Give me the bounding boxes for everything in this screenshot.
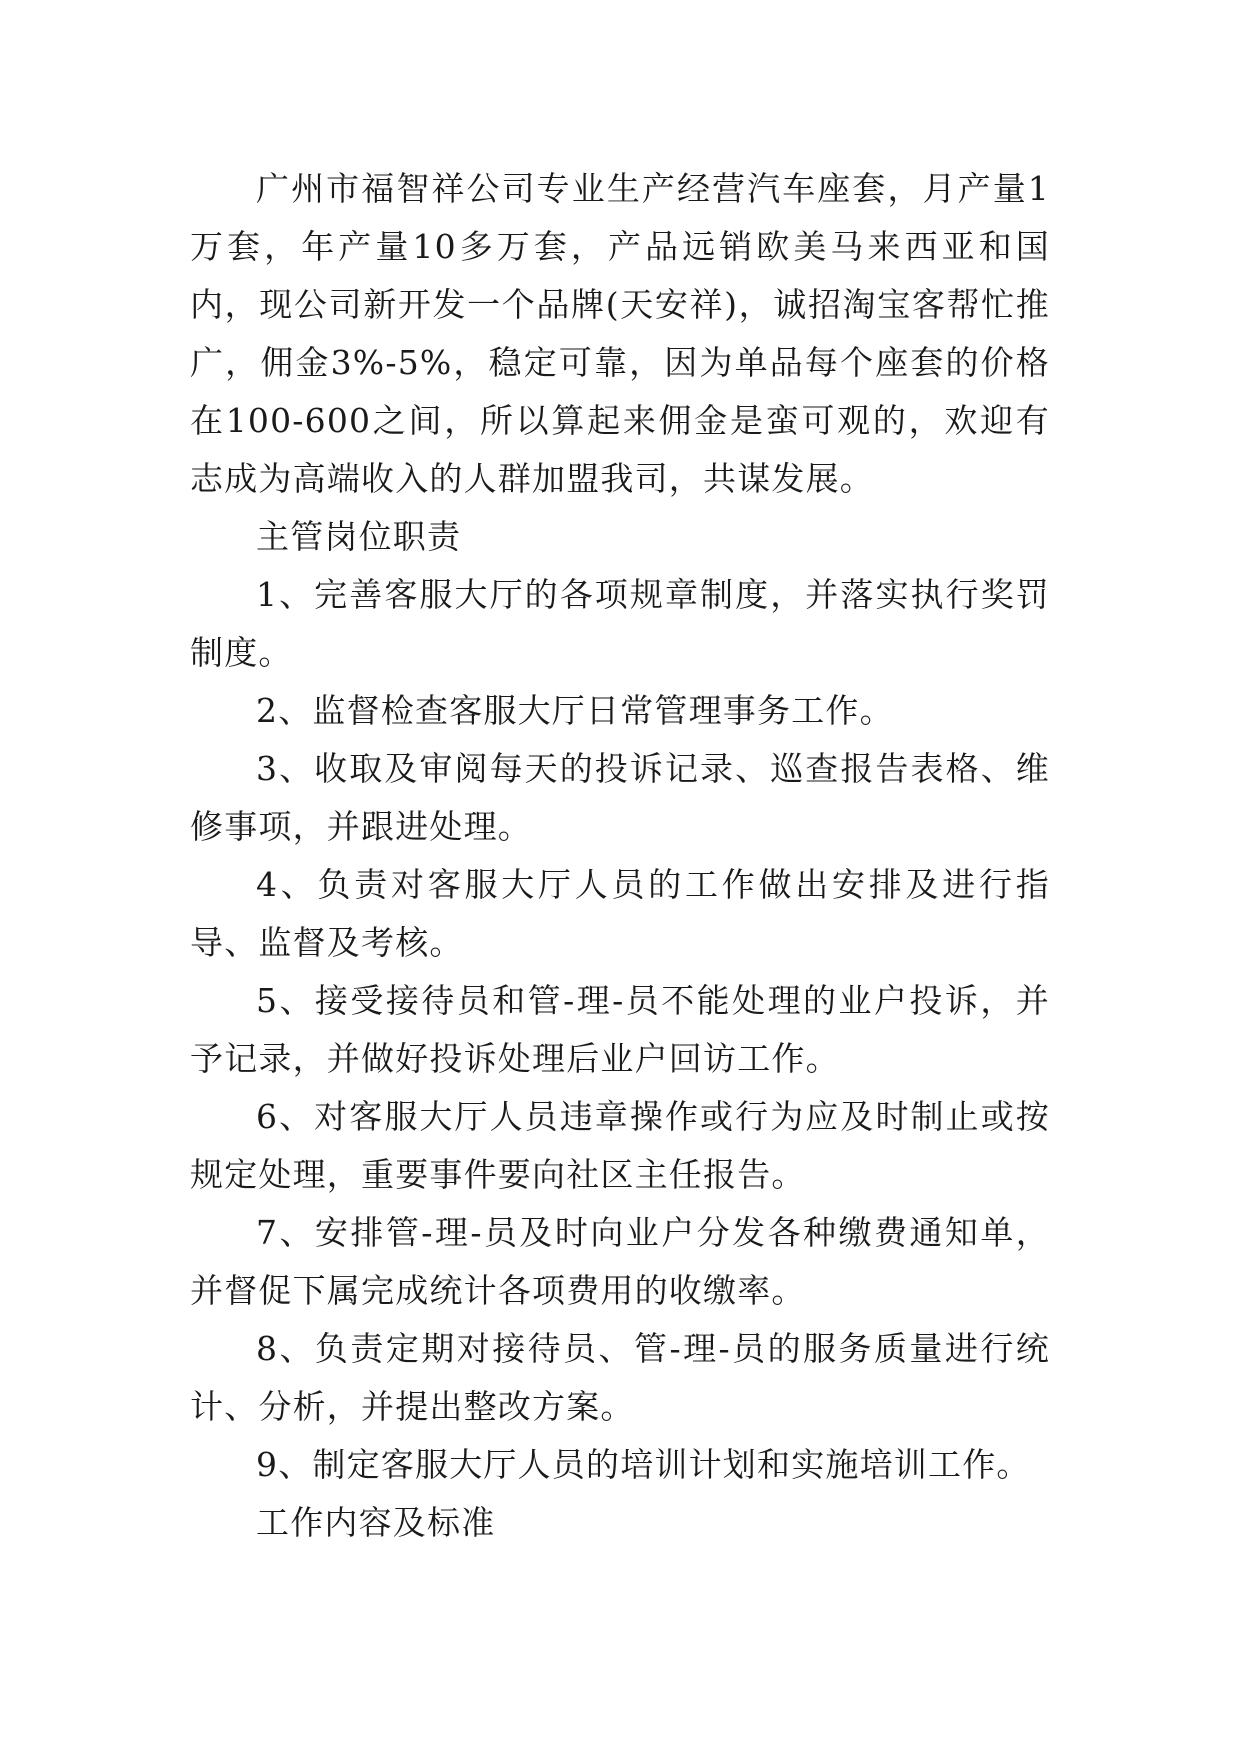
document-body [190,160,1050,1552]
duty-item-4: 4、负责对客服大厅人员的工作做出安排及进行指导、监督及考核。 [190,865,1050,962]
closing-title: 工作内容及标准 [256,1503,496,1542]
duty-item-7: 7、安排管-理-员及时向业户分发各种缴费通知单，并督促下属完成统计各项费用的收缴率。 [190,1213,1050,1310]
duty-item-2: 2、监督检查客服大厅日常管理事务工作。 [256,691,894,730]
duty-item-3: 3、收取及审阅每天的投诉记录、巡查报告表格、维修事项，并跟进处理。 [190,749,1050,846]
intro-paragraph: 广州市福智祥公司专业生产经营汽车座套，月产量1万套，年产量10多万套，产品远销欧美马来西亚和国内，现公司新开发一个品牌(天安祥)，诚招淘宝客帮忙推广，佣金3%-5%，稳定可靠，因为单品每个座套的价格在100-600之间，所以算起来佣金是蛮可观的，欢迎有志成为高端收入的人群加盟我司，共谋发展。 [190,169,1050,498]
duty-item-6: 6、对客服大厅人员违章操作或行为应及时制止或按规定处理，重要事件要向社区主任报告。 [190,1097,1050,1194]
duty-item-1: 1、完善客服大厅的各项规章制度，并落实执行奖罚制度。 [190,575,1050,672]
duty-item-5: 5、接受接待员和管-理-员不能处理的业户投诉，并予记录，并做好投诉处理后业户回访工作。 [190,981,1050,1078]
section-title: 主管岗位职责 [256,517,462,556]
duty-item-8: 8、负责定期对接待员、管-理-员的服务质量进行统计、分析，并提出整改方案。 [190,1329,1050,1426]
duty-item-9: 9、制定客服大厅人员的培训计划和实施培训工作。 [256,1445,1031,1484]
